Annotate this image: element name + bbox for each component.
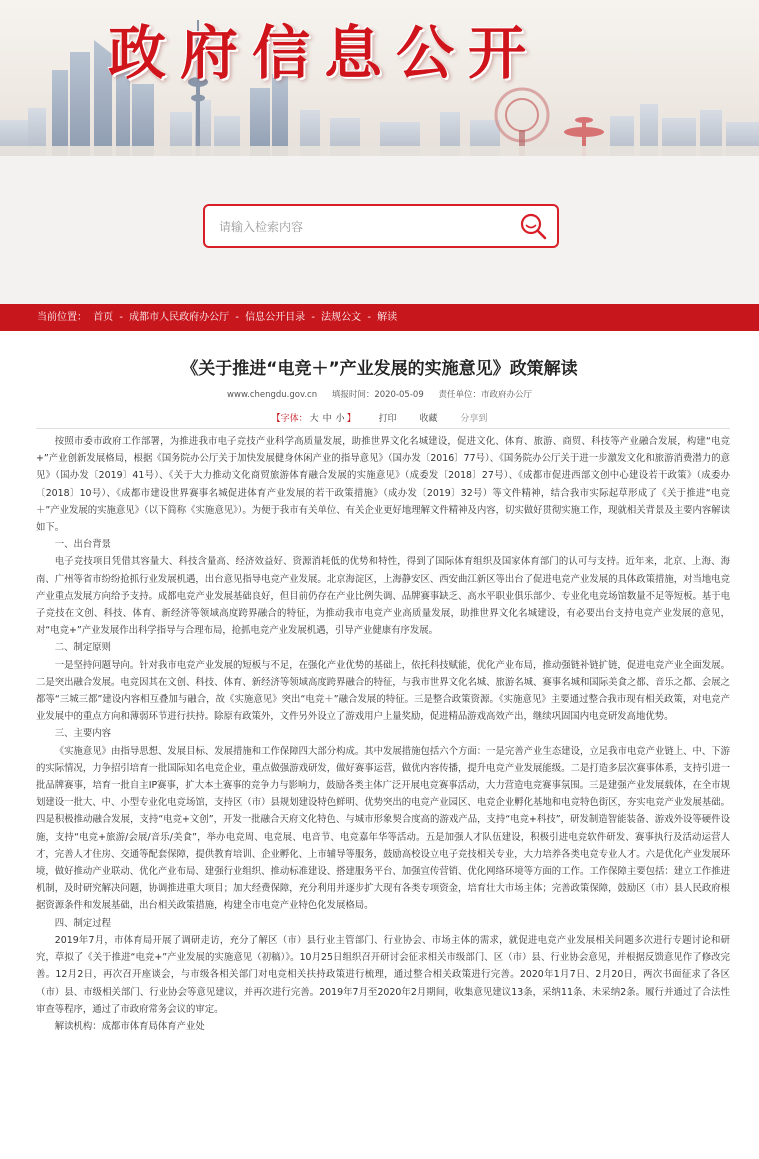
- search-input[interactable]: [217, 215, 501, 239]
- sculpture-icon: [496, 89, 548, 156]
- font-size-label: 【字体：: [271, 414, 308, 424]
- breadcrumb: [37, 304, 400, 331]
- font-large-button[interactable]: 大: [309, 414, 319, 424]
- section-heading-principles: 二、制定原则: [54, 642, 112, 654]
- search-button[interactable]: [515, 208, 551, 244]
- font-size-close: 】: [346, 414, 356, 424]
- breadcrumb-separator: -: [367, 312, 371, 323]
- header-banner: [0, 0, 759, 156]
- process-paragraph: 2019年7月，市体育局开展了调研走访，充分了解区（市）县行业主管部门、行业协会、市场主体的需求，就促进电竞产业发展相关问题多次进行专题讨论和研究，草拟了《关于推进“电竞+”产业发展的实施意见（初稿）》。10月25日组织召开研讨会征求相关市级部门、区（市）县、行业协会意见，并根据反馈意见作了修改完善。12月2日，再次召开座谈会，与市级各相关部门对电竞相关扶持政策进行梳理，通过整合相关政策进行完善。2020年1月7日、2月20日，两次书面征求了各区（市）县、市级相关部门、行业协会等意见建议，并再次进行完善。2019年7月至2020年2月期间，收集意见建议13条，采纳11条、未采纳2条。履行并通过了合法性审查等程序，通过了市政府常务会议的审定。: [36, 934, 730, 1015]
- responsible-dept: 责任单位：市政府办公厅: [438, 390, 532, 400]
- breadcrumb-interpretation[interactable]: 解读: [377, 312, 398, 323]
- breadcrumb-prefix: 当前位置：: [37, 312, 87, 323]
- background-paragraph: 电子竞技项目凭借其容量大、科技含量高、经济效益好、资源消耗低的优势和特性，得到了国际体育组织及国家体育部门的认可与支持。近年来，北京、上海、海南、广州等省市纷纷抢抓行业发展机遇，出台意见指导电竞产业发展。北京海淀区，上海静安区、西安曲江新区等出台了促进电竞产业发展的具体政策措施，对当地电竞产业重点发展方向给予支持。成都电竞产业发展基础良好，但目前仍存在产业比例失调、品牌赛事缺乏、高水平职业俱乐部少、专业化电竞场馆数量不足等短板。基于电子竞技在文创、科技、体育、新经济等领域高度跨界融合的特征，为推动我市电竞产业高质量发展，助推世界文化名城建设，有必要出台支持电竞产业发展的意见，对“电竞+”产业发展作出科学指导与合理布局，抢抓电竞产业发展机遇，引导产业健康有序发展。: [36, 556, 730, 637]
- breadcrumb-home[interactable]: 首页: [93, 312, 114, 323]
- banner-title: 政府信息公开: [108, 19, 541, 87]
- breadcrumb-documents[interactable]: 法规公文: [321, 312, 362, 323]
- principles-paragraph: 一是坚持问题导向。针对我市电竞产业发展的短板与不足，在强化产业优势的基础上，依托科技赋能，优化产业布局，推动强链补链扩链，促进电竞产业全面发展。二是突出融合发展。电竞因其在文创、科技、体育、新经济等领域高度跨界融合的特征，与我市世界文化名城、旅游名城、赛事名城和国际美食之都、音乐之都、会展之都等“三城三都”建设内容相互叠加与融合，故《实施意见》突出“电竞＋”融合发展的特征。三是整合政策资源。《实施意见》主要通过整合我市现有相关政策，对电竞产业发展中的重点方向和薄弱环节进行扶持。除原有政策外，文件另外设立了游戏用户上量奖励，促进精品游戏高效产出，继续巩固国内电竞研发高地优势。: [36, 659, 730, 723]
- publish-date: 填报时间：2020-05-09: [331, 390, 424, 400]
- content-paragraph: 《实施意见》由指导思想、发展目标、发展措施和工作保障四大部分构成。其中发展措施包括六个方面：一是完善产业生态建设，立足我市电竞产业链上、中、下游的实际情况，力争招引培育一批国际知名电竞企业，重点做强游戏研发，做好赛事运营，做优内容传播，提升电竞产业发展能级。二是打造多层次赛事体系，支持引进一批品牌赛事，培育一批自主IP赛事，扩大本土赛事的竞争力与影响力，鼓励各类主体广泛开展电竞赛事活动，大力营造电竞赛事氛围。三是建强产业发展载体，在全市规划建设一批大、中、小型专业化电竞场馆，支持区（市）县规划建设特色鲜明、优势突出的电竞产业园区、电竞企业孵化基地和电竞特色街区，夯实电竞产业发展基础。四是积极推动融合发展，支持“电竞+文创”，开发一批融合天府文化特色、与城市形象契合度高的游戏产品，支持“电竞+科技”，研发制造智能装备、游戏外设等硬件设施，支持“电竞+旅游/会展/音乐/美食”，举办电竞周、电竞展、电音节、电竞嘉年华等活动。五是加强人才队伍建设，积极引进电竞软件研发、赛事执行及活动运营人才，完善人才住房、交通等配套保障，提供教育培训、企业孵化、上市辅导等服务，鼓励高校设立电子竞技相关专业，大力培养各类电竞专业人才。六是优化产业发展环境，做好推动产业联动、优化产业布局、建强行业组织、推动标准建设、搭建服务平台、加强宣传营销、优化网络环境等方面的工作。工作保障主要包括：建立工作推进机制，及时研究解决问题，协调推进重大项目；加大经费保障，充分利用并逐步扩大现有各类专项资金，培育壮大市场主体；完善政策保障，鼓励区（市）县人民政府根据资源条件和发展基础，出台相关政策措施，构建全市电竞产业特色化发展格局。: [36, 745, 730, 912]
- favorite-button[interactable]: 收藏: [419, 414, 438, 424]
- print-button[interactable]: 打印: [378, 414, 397, 424]
- search-box: [203, 204, 559, 248]
- breadcrumb-catalog[interactable]: 信息公开目录: [245, 312, 306, 323]
- breadcrumb-bar: [0, 304, 759, 331]
- article-toolbar: [0, 411, 759, 424]
- section-heading-process: 四、制定过程: [54, 917, 112, 929]
- article-body: [36, 433, 730, 1035]
- section-heading-content: 三、主要内容: [54, 728, 112, 740]
- breadcrumb-separator: -: [235, 312, 239, 323]
- article-meta: [0, 388, 759, 400]
- breadcrumb-separator: -: [311, 312, 315, 323]
- article-title: 《关于推进“电竞＋”产业发展的实施意见》政策解读: [181, 359, 578, 379]
- font-size-control: [272, 414, 356, 424]
- interpreting-agency: 解读机构：成都市体育局体育产业处: [54, 1020, 205, 1032]
- intro-paragraph: 按照市委市政府工作部署，为推进我市电子竞技产业科学高质量发展，助推世界文化名城建设，促进文化、体育、旅游、商贸、科技等产业融合发展，构建“电竞+”产业创新发展格局，根据《国务院办公厅关于加快发展健身休闲产业的指导意见》（国办发〔2016〕77号）、《国务院办公厅关于进一步激发文化和旅游消费潜力的意见》（国办发〔2019〕41号）、《关于大力推动文化商贸旅游体育融合发展的实施意见》（成委发〔2018〕27号）、《成都市促进西部文创中心建设若干政策》（成委办〔2018〕10号）、《成都市建设世界赛事名城促进体育产业发展的若干政策措施》（成办发〔2019〕32号）等文件精神，结合我市实际起草形成了《关于推进“电竞＋”产业发展的实施意见》（以下简称《实施意见》）。为便于我市有关单位、有关企业更好地理解文件精神及内容，切实做好贯彻实施工作，现就相关背景及主要内容解读如下。: [36, 436, 730, 534]
- font-medium-button[interactable]: 中: [322, 414, 332, 424]
- breadcrumb-separator: -: [119, 312, 123, 323]
- breadcrumb-office[interactable]: 成都市人民政府办公厅: [129, 312, 230, 323]
- section-heading-background: 一、出台背景: [54, 539, 112, 551]
- search-section: [0, 156, 759, 304]
- search-icon: [515, 208, 551, 244]
- divider: [36, 428, 730, 429]
- font-small-button[interactable]: 小: [335, 414, 345, 424]
- source-site: www.chengdu.gov.cn: [227, 390, 318, 400]
- share-button[interactable]: 分享到: [460, 414, 488, 424]
